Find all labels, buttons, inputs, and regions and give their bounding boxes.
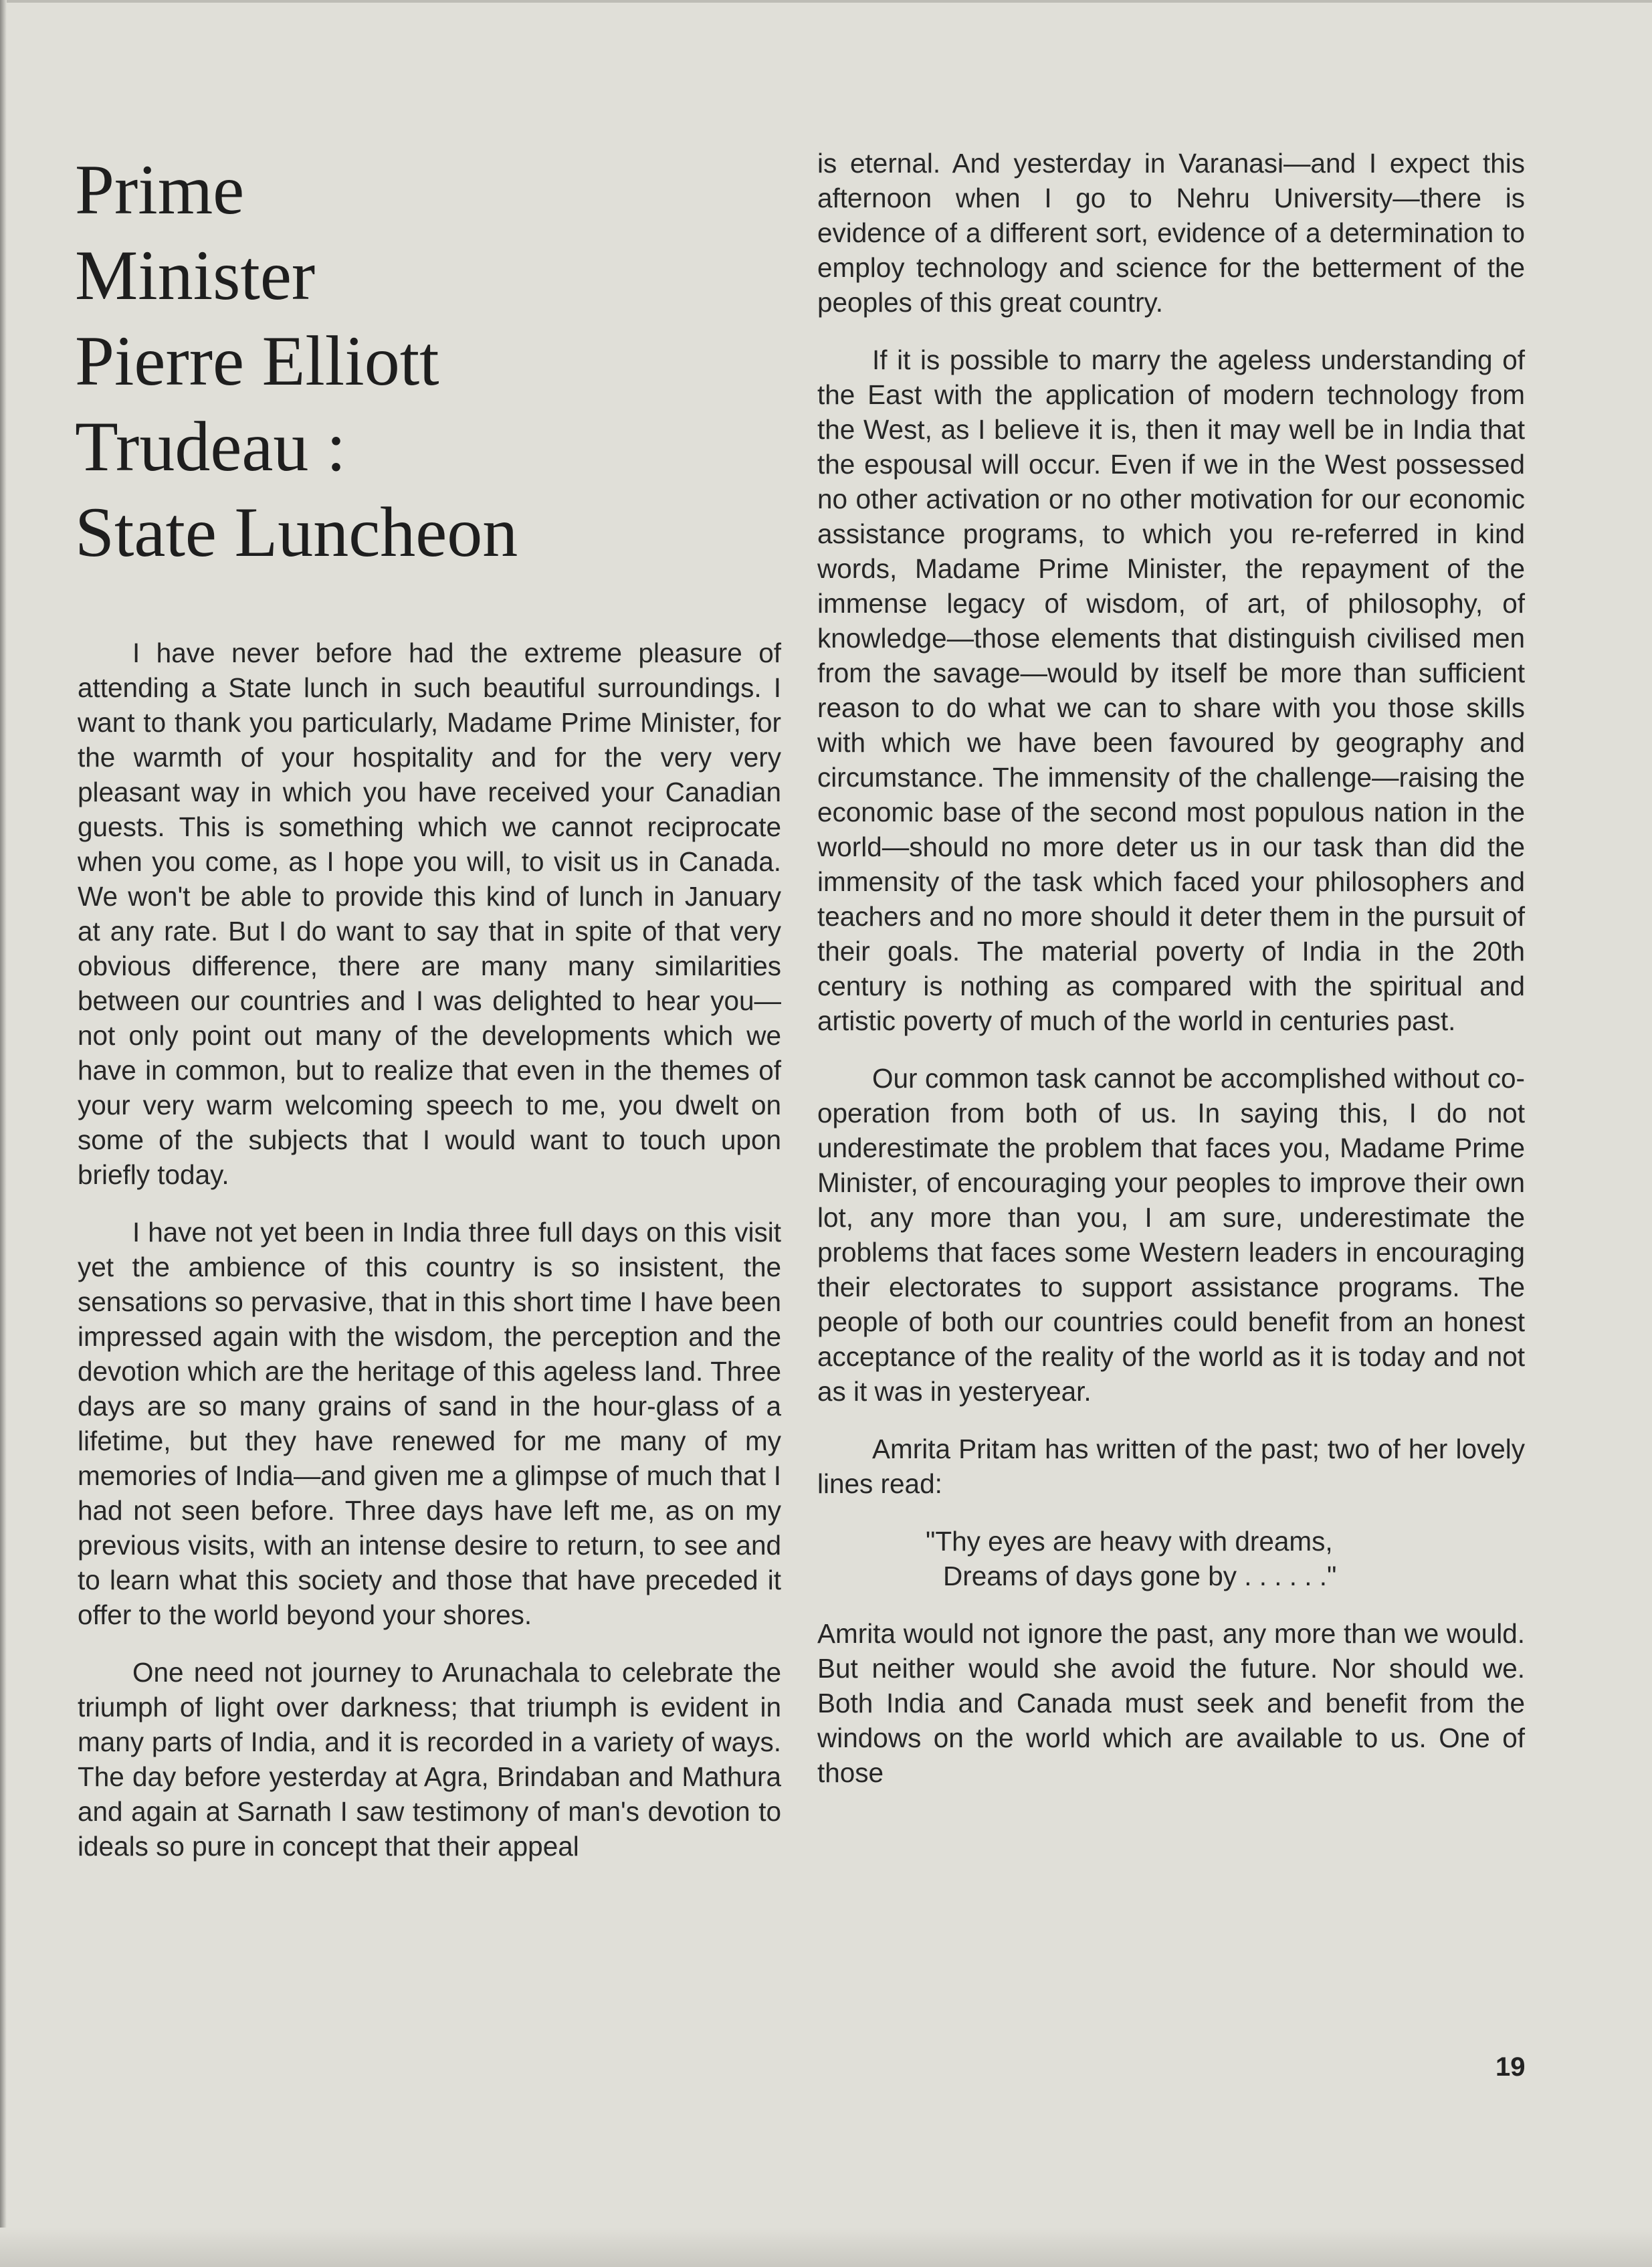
right-column [817, 146, 1525, 1813]
paragraph: I have not yet been in India three full days on this visit yet the ambience of this country is so insistent, the sensations so pervasive, that in this short time I have been impressed again with the wisdom, the perception and the devotion which are the heritage of this ageless land. Three days are so many grains of sand in the hour-glass of a lifetime, but they have renewed for me many of my memories of India—and given me a glimpse of much that I had not seen before. Three days have left me, as on my previous visits, with an intense desire to return, to see and to learn what this society and those that have preceded it offer to the world beyond your shores. [78, 1217, 781, 1630]
title-line: Prime [75, 151, 245, 229]
article-title [75, 147, 744, 575]
title-line: State Luncheon [75, 493, 518, 571]
paragraph: Amrita would not ignore the past, any more than we would. But neither would she avoid the future. Nor should we. Both India and Canada must seek and benefit from the windows on the world which are available to us. One of those [817, 1618, 1525, 1788]
quote-line: "Thy eyes are heavy with dreams, [926, 1526, 1333, 1557]
paragraph: Our common task cannot be accomplished without co-operation from both of us. In saying this, I do not underestimate the problem that faces you, Madame Prime Minister, of encouraging your peoples to improve their own lot, any more than you, I am sure, underestimate the problems that faces some Western leaders in encouraging their electorates to support assistance programs. The people of both our countries could benefit from an honest acceptance of the reality of the world as it is today and not as it was in yesteryear. [817, 1063, 1525, 1407]
bottom-edge [0, 2228, 1652, 2267]
paragraph: One need not journey to Arunachala to celebrate the triumph of light over darkness; that triumph is evident in many parts of India, and it is recorded in a variety of ways. The day before yesterday at Agra, Brindaban and Mathura and again at Sarnath I saw testimony of man's devotion to ideals so pure in concept that their appeal [78, 1657, 781, 1862]
left-column [78, 635, 781, 1886]
paragraph: Amrita Pritam has written of the past; two of her lovely lines read: [817, 1434, 1525, 1499]
page-number: 19 [1495, 2052, 1526, 2082]
binding-shadow [0, 0, 7, 2267]
poem-quote [817, 1524, 1525, 1593]
paragraph: If it is possible to marry the ageless understanding of the East with the application of modern technology from the West, as I believe it is, then it may well be in India that the espousal will occur. Even if we in the West possessed no other activation or no other motivation for our economic assistance programs, to which you re-referred in kind words, Madame Prime Minister, the repayment of the immense legacy of wisdom, of art, of philosophy, of knowledge—those elements that distinguish civilised men from the savage—would by itself be more than sufficient reason to do what we can to share with you those skills with which we have been favoured by geography and circumstance. The immensity of the challenge—raising the economic base of the second most populous nation in the world—should no more deter us in our task than did the immensity of the task which faced your philosophers and teachers and no more should it deter them in the pursuit of their goals. The material poverty of India in the 20th century is nothing as compared with the spiritual and artistic poverty of much of the world in centuries past. [817, 344, 1525, 1036]
title-line: Pierre Elliott [75, 322, 439, 400]
paragraph: I have never before had the extreme pleasure of attending a State lunch in such beautiful surroundings. I want to thank you particularly, Madame Prime Minister, for the warmth of your hospitality and for the very very pleasant way in which you have received your Canadian guests. This is something which we cannot reciprocate when you come, as I hope you will, to visit us in Canada. We won't be able to provide this kind of lunch in January at any rate. But I do want to say that in spite of that very obvious difference, there are many many similarities between our countries and I was delighted to hear you—not only point out many of the developments which we have in common, but to realize that even in the themes of your very warm welcoming speech to me, you dwelt on some of the subjects that I would want to touch upon briefly today. [78, 637, 781, 1190]
top-edge [0, 0, 1652, 3]
title-line: Trudeau : [75, 407, 346, 486]
title-line: Minister [75, 236, 316, 314]
paragraph: is eternal. And yesterday in Varanasi—and I expect this afternoon when I go to Nehru University—there is evidence of a different sort, evidence of a determination to employ technology and science for the betterment of the peoples of this great country. [817, 148, 1525, 318]
quote-line: Dreams of days gone by . . . . . ." [943, 1561, 1337, 1591]
